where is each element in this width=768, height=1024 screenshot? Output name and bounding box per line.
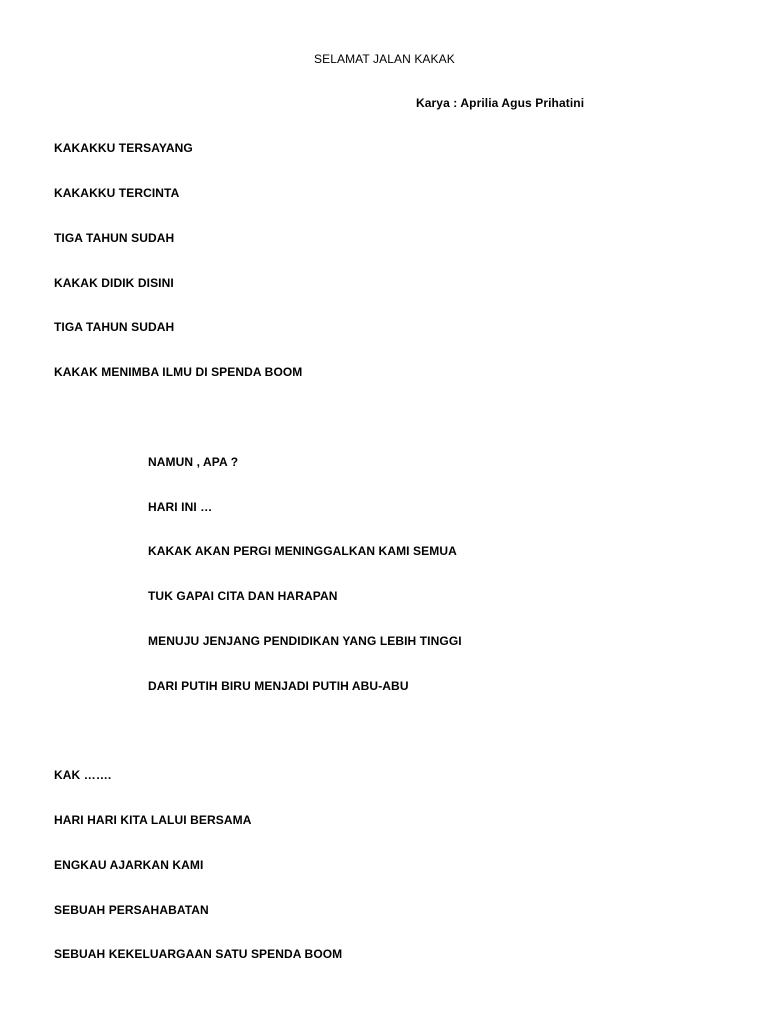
poem-line: KAKAKKU TERCINTA: [54, 186, 180, 200]
poem-line: ENGKAU AJARKAN KAMI: [54, 858, 204, 872]
poem-line: MENUJU JENJANG PENDIDIKAN YANG LEBIH TINGGI: [148, 634, 462, 648]
poem-line: KAK …….: [54, 768, 112, 782]
poem-author: Karya : Aprilia Agus Prihatini: [416, 96, 585, 110]
poem-line: TUK GAPAI CITA DAN HARAPAN: [148, 589, 338, 603]
poem-line: KAKAKKU TERSAYANG: [54, 141, 193, 155]
poem-line: DARI PUTIH BIRU MENJADI PUTIH ABU-ABU: [148, 679, 409, 693]
poem-line: KAKAK AKAN PERGI MENINGGALKAN KAMI SEMUA: [148, 544, 457, 558]
poem-line: TIGA TAHUN SUDAH: [54, 231, 175, 245]
poem-line: KAKAK DIDIK DISINI: [54, 276, 174, 290]
poem-line: HARI INI …: [148, 500, 213, 514]
poem-line: KAKAK MENIMBA ILMU DI SPENDA BOOM: [54, 365, 303, 379]
poem-line: TIGA TAHUN SUDAH: [54, 320, 175, 334]
poem-line: SEBUAH KEKELUARGAAN SATU SPENDA BOOM: [54, 947, 343, 961]
poem-line: SEBUAH PERSAHABATAN: [54, 903, 209, 917]
poem-title: SELAMAT JALAN KAKAK: [314, 52, 455, 66]
poem-line: NAMUN , APA ?: [148, 455, 239, 469]
poem-line: HARI HARI KITA LALUI BERSAMA: [54, 813, 252, 827]
